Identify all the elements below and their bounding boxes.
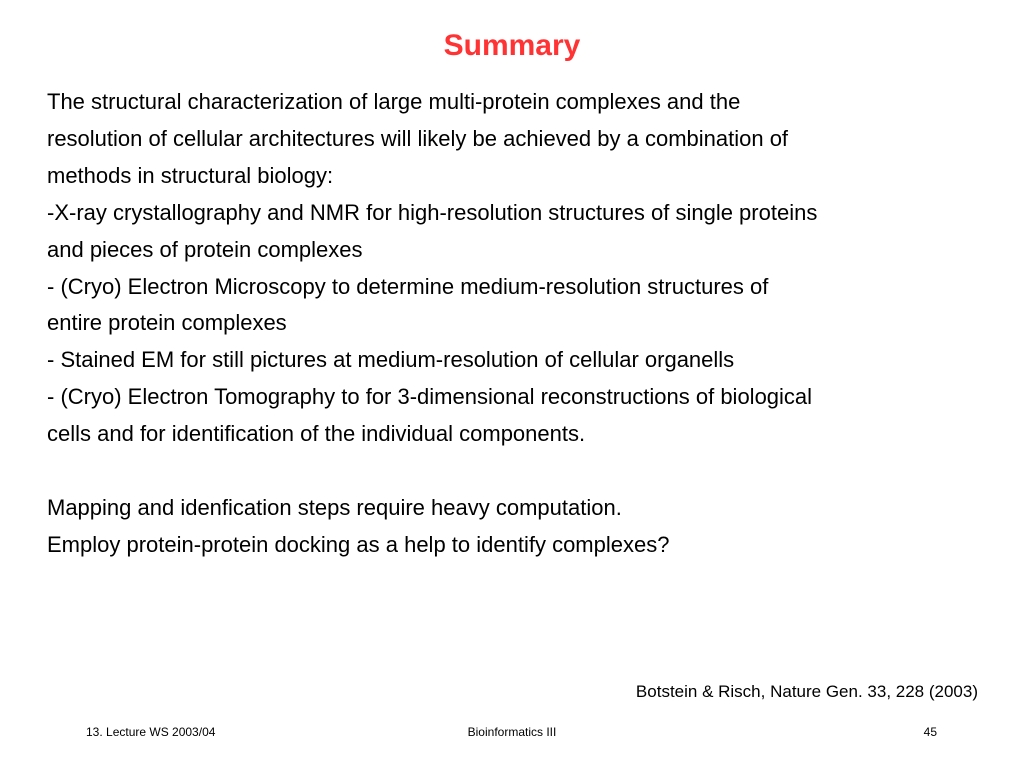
paragraph-gap <box>47 453 1007 490</box>
body-line: entire protein complexes <box>47 310 287 336</box>
body-line: -X-ray crystallography and NMR for high-resolution structures of single proteins <box>47 199 818 225</box>
closing-line: Mapping and idenfication steps require heavy computation. <box>47 494 622 520</box>
body-line: resolution of cellular architectures will likely be achieved by a combination of <box>47 125 789 151</box>
body-line: and pieces of protein complexes <box>47 236 363 262</box>
citation-reference: Botstein & Risch, Nature Gen. 33, 228 (2003) <box>635 682 978 701</box>
body-line: - (Cryo) Electron Microscopy to determine medium-resolution structures of <box>47 273 769 299</box>
body-line: methods in structural biology: <box>47 162 334 188</box>
footer-lecture-label: 13. Lecture WS 2003/04 <box>86 725 216 739</box>
body-line: cells and for identification of the individual components. <box>47 421 586 447</box>
slide-title: Summary <box>443 29 581 62</box>
slide-body <box>47 84 1007 564</box>
body-line: - (Cryo) Electron Tomography to for 3-dimensional reconstructions of biological <box>47 384 813 410</box>
footer-course-title: Bioinformatics III <box>467 725 557 739</box>
body-line: The structural characterization of large multi-protein complexes and the <box>47 89 741 114</box>
body-line: - Stained EM for still pictures at medium-resolution of cellular organells <box>47 347 735 373</box>
footer-page-number: 45 <box>923 725 937 739</box>
closing-line: Employ protein-protein docking as a help to identify complexes? <box>47 531 670 557</box>
